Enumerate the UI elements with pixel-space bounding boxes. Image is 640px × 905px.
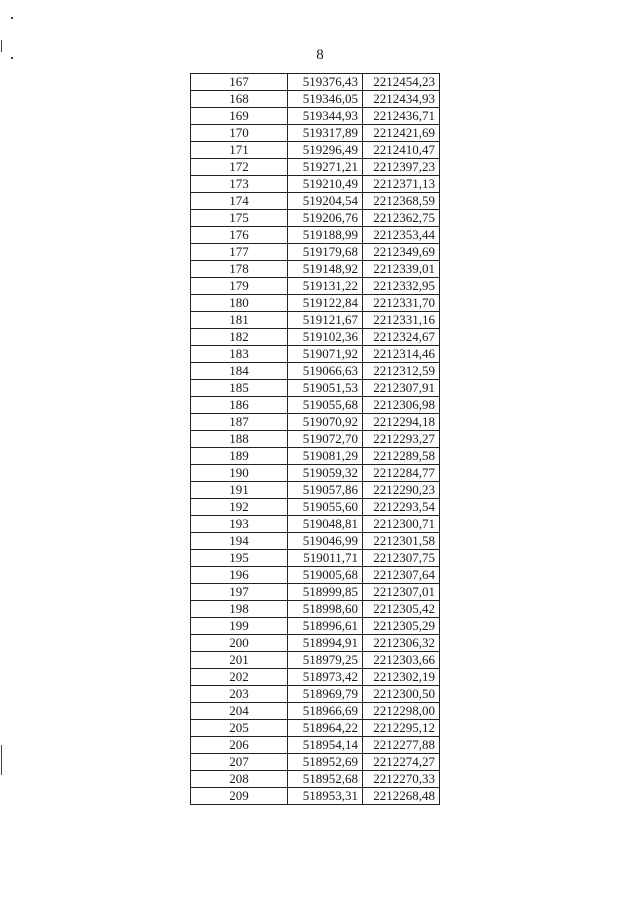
point-number-cell: 188 xyxy=(191,431,288,448)
y-coordinate-cell: 2212307,64 xyxy=(363,567,440,584)
y-coordinate-cell: 2212301,58 xyxy=(363,533,440,550)
table-row xyxy=(191,465,440,482)
x-coordinate-cell: 519072,70 xyxy=(288,431,363,448)
y-coordinate-cell: 2212293,27 xyxy=(363,431,440,448)
point-number-cell: 180 xyxy=(191,295,288,312)
y-coordinate-cell: 2212277,88 xyxy=(363,737,440,754)
x-coordinate-cell: 519317,89 xyxy=(288,125,363,142)
x-coordinate-cell: 519346,05 xyxy=(288,91,363,108)
point-number-cell: 207 xyxy=(191,754,288,771)
table-row xyxy=(191,754,440,771)
y-coordinate-cell: 2212332,95 xyxy=(363,278,440,295)
table-row xyxy=(191,788,440,805)
point-number-cell: 176 xyxy=(191,227,288,244)
y-coordinate-cell: 2212307,91 xyxy=(363,380,440,397)
table-row xyxy=(191,431,440,448)
point-number-cell: 191 xyxy=(191,482,288,499)
x-coordinate-cell: 519121,67 xyxy=(288,312,363,329)
x-coordinate-cell: 519131,22 xyxy=(288,278,363,295)
table-row xyxy=(191,312,440,329)
y-coordinate-cell: 2212436,71 xyxy=(363,108,440,125)
x-coordinate-cell: 518998,60 xyxy=(288,601,363,618)
x-coordinate-cell: 518979,25 xyxy=(288,652,363,669)
y-coordinate-cell: 2212290,23 xyxy=(363,482,440,499)
y-coordinate-cell: 2212268,48 xyxy=(363,788,440,805)
point-number-cell: 206 xyxy=(191,737,288,754)
x-coordinate-cell: 518953,31 xyxy=(288,788,363,805)
x-coordinate-cell: 519271,21 xyxy=(288,159,363,176)
x-coordinate-cell: 519055,68 xyxy=(288,397,363,414)
table-row xyxy=(191,567,440,584)
x-coordinate-cell: 518964,22 xyxy=(288,720,363,737)
point-number-cell: 184 xyxy=(191,363,288,380)
scan-speck xyxy=(11,17,13,19)
y-coordinate-cell: 2212294,18 xyxy=(363,414,440,431)
x-coordinate-cell: 519011,71 xyxy=(288,550,363,567)
page-number: 8 xyxy=(316,47,324,63)
x-coordinate-cell: 519046,99 xyxy=(288,533,363,550)
coordinates-table-wrapper xyxy=(190,73,440,805)
y-coordinate-cell: 2212289,58 xyxy=(363,448,440,465)
x-coordinate-cell: 519005,68 xyxy=(288,567,363,584)
y-coordinate-cell: 2212284,77 xyxy=(363,465,440,482)
y-coordinate-cell: 2212353,44 xyxy=(363,227,440,244)
point-number-cell: 196 xyxy=(191,567,288,584)
x-coordinate-cell: 518952,68 xyxy=(288,771,363,788)
table-row xyxy=(191,397,440,414)
point-number-cell: 195 xyxy=(191,550,288,567)
x-coordinate-cell: 519051,53 xyxy=(288,380,363,397)
table-row xyxy=(191,244,440,261)
point-number-cell: 209 xyxy=(191,788,288,805)
point-number-cell: 171 xyxy=(191,142,288,159)
x-coordinate-cell: 519122,84 xyxy=(288,295,363,312)
table-row xyxy=(191,91,440,108)
x-coordinate-cell: 519071,92 xyxy=(288,346,363,363)
scan-edge-line xyxy=(1,745,2,775)
table-row xyxy=(191,601,440,618)
point-number-cell: 201 xyxy=(191,652,288,669)
y-coordinate-cell: 2212305,42 xyxy=(363,601,440,618)
y-coordinate-cell: 2212305,29 xyxy=(363,618,440,635)
table-row xyxy=(191,703,440,720)
x-coordinate-cell: 519210,49 xyxy=(288,176,363,193)
point-number-cell: 198 xyxy=(191,601,288,618)
table-row xyxy=(191,516,440,533)
table-row xyxy=(191,533,440,550)
point-number-cell: 208 xyxy=(191,771,288,788)
x-coordinate-cell: 518994,91 xyxy=(288,635,363,652)
table-row xyxy=(191,499,440,516)
x-coordinate-cell: 518966,69 xyxy=(288,703,363,720)
point-number-cell: 187 xyxy=(191,414,288,431)
coordinates-table xyxy=(190,73,440,805)
point-number-cell: 197 xyxy=(191,584,288,601)
table-row xyxy=(191,193,440,210)
table-row xyxy=(191,669,440,686)
x-coordinate-cell: 519070,92 xyxy=(288,414,363,431)
table-row xyxy=(191,227,440,244)
table-row xyxy=(191,737,440,754)
x-coordinate-cell: 519148,92 xyxy=(288,261,363,278)
y-coordinate-cell: 2212339,01 xyxy=(363,261,440,278)
x-coordinate-cell: 519376,43 xyxy=(288,74,363,91)
point-number-cell: 203 xyxy=(191,686,288,703)
point-number-cell: 172 xyxy=(191,159,288,176)
point-number-cell: 182 xyxy=(191,329,288,346)
point-number-cell: 190 xyxy=(191,465,288,482)
table-row xyxy=(191,652,440,669)
y-coordinate-cell: 2212306,32 xyxy=(363,635,440,652)
x-coordinate-cell: 519081,29 xyxy=(288,448,363,465)
point-number-cell: 181 xyxy=(191,312,288,329)
table-row xyxy=(191,108,440,125)
y-coordinate-cell: 2212314,46 xyxy=(363,346,440,363)
y-coordinate-cell: 2212307,75 xyxy=(363,550,440,567)
x-coordinate-cell: 519179,68 xyxy=(288,244,363,261)
x-coordinate-cell: 518969,79 xyxy=(288,686,363,703)
y-coordinate-cell: 2212295,12 xyxy=(363,720,440,737)
table-row xyxy=(191,448,440,465)
point-number-cell: 199 xyxy=(191,618,288,635)
table-row xyxy=(191,176,440,193)
y-coordinate-cell: 2212371,13 xyxy=(363,176,440,193)
table-row xyxy=(191,380,440,397)
y-coordinate-cell: 2212368,59 xyxy=(363,193,440,210)
y-coordinate-cell: 2212331,70 xyxy=(363,295,440,312)
point-number-cell: 192 xyxy=(191,499,288,516)
x-coordinate-cell: 519188,99 xyxy=(288,227,363,244)
point-number-cell: 185 xyxy=(191,380,288,397)
y-coordinate-cell: 2212434,93 xyxy=(363,91,440,108)
x-coordinate-cell: 519055,60 xyxy=(288,499,363,516)
y-coordinate-cell: 2212362,75 xyxy=(363,210,440,227)
point-number-cell: 205 xyxy=(191,720,288,737)
point-number-cell: 204 xyxy=(191,703,288,720)
point-number-cell: 178 xyxy=(191,261,288,278)
table-row xyxy=(191,74,440,91)
table-row xyxy=(191,261,440,278)
y-coordinate-cell: 2212349,69 xyxy=(363,244,440,261)
point-number-cell: 175 xyxy=(191,210,288,227)
table-row xyxy=(191,278,440,295)
point-number-cell: 167 xyxy=(191,74,288,91)
point-number-cell: 202 xyxy=(191,669,288,686)
x-coordinate-cell: 519344,93 xyxy=(288,108,363,125)
table-row xyxy=(191,346,440,363)
x-coordinate-cell: 519066,63 xyxy=(288,363,363,380)
y-coordinate-cell: 2212410,47 xyxy=(363,142,440,159)
table-row xyxy=(191,618,440,635)
table-row xyxy=(191,720,440,737)
point-number-cell: 168 xyxy=(191,91,288,108)
table-row xyxy=(191,635,440,652)
point-number-cell: 169 xyxy=(191,108,288,125)
y-coordinate-cell: 2212312,59 xyxy=(363,363,440,380)
y-coordinate-cell: 2212270,33 xyxy=(363,771,440,788)
table-row xyxy=(191,159,440,176)
y-coordinate-cell: 2212300,50 xyxy=(363,686,440,703)
table-row xyxy=(191,771,440,788)
x-coordinate-cell: 518954,14 xyxy=(288,737,363,754)
point-number-cell: 173 xyxy=(191,176,288,193)
x-coordinate-cell: 518999,85 xyxy=(288,584,363,601)
table-row xyxy=(191,584,440,601)
y-coordinate-cell: 2212298,00 xyxy=(363,703,440,720)
x-coordinate-cell: 518973,42 xyxy=(288,669,363,686)
table-row xyxy=(191,142,440,159)
point-number-cell: 177 xyxy=(191,244,288,261)
table-row xyxy=(191,414,440,431)
y-coordinate-cell: 2212302,19 xyxy=(363,669,440,686)
x-coordinate-cell: 519102,36 xyxy=(288,329,363,346)
point-number-cell: 183 xyxy=(191,346,288,363)
y-coordinate-cell: 2212293,54 xyxy=(363,499,440,516)
table-row xyxy=(191,363,440,380)
point-number-cell: 189 xyxy=(191,448,288,465)
x-coordinate-cell: 519204,54 xyxy=(288,193,363,210)
point-number-cell: 170 xyxy=(191,125,288,142)
y-coordinate-cell: 2212300,71 xyxy=(363,516,440,533)
x-coordinate-cell: 519048,81 xyxy=(288,516,363,533)
y-coordinate-cell: 2212454,23 xyxy=(363,74,440,91)
table-row xyxy=(191,210,440,227)
y-coordinate-cell: 2212421,69 xyxy=(363,125,440,142)
y-coordinate-cell: 2212324,67 xyxy=(363,329,440,346)
point-number-cell: 200 xyxy=(191,635,288,652)
y-coordinate-cell: 2212306,98 xyxy=(363,397,440,414)
point-number-cell: 174 xyxy=(191,193,288,210)
y-coordinate-cell: 2212307,01 xyxy=(363,584,440,601)
x-coordinate-cell: 519296,49 xyxy=(288,142,363,159)
table-row xyxy=(191,686,440,703)
coordinates-table-body xyxy=(191,74,440,805)
table-row xyxy=(191,125,440,142)
x-coordinate-cell: 518996,61 xyxy=(288,618,363,635)
x-coordinate-cell: 519206,76 xyxy=(288,210,363,227)
point-number-cell: 186 xyxy=(191,397,288,414)
point-number-cell: 194 xyxy=(191,533,288,550)
table-row xyxy=(191,482,440,499)
point-number-cell: 193 xyxy=(191,516,288,533)
x-coordinate-cell: 519059,32 xyxy=(288,465,363,482)
y-coordinate-cell: 2212331,16 xyxy=(363,312,440,329)
y-coordinate-cell: 2212397,23 xyxy=(363,159,440,176)
y-coordinate-cell: 2212274,27 xyxy=(363,754,440,771)
y-coordinate-cell: 2212303,66 xyxy=(363,652,440,669)
table-row xyxy=(191,550,440,567)
point-number-cell: 179 xyxy=(191,278,288,295)
x-coordinate-cell: 518952,69 xyxy=(288,754,363,771)
table-row xyxy=(191,295,440,312)
table-row xyxy=(191,329,440,346)
x-coordinate-cell: 519057,86 xyxy=(288,482,363,499)
